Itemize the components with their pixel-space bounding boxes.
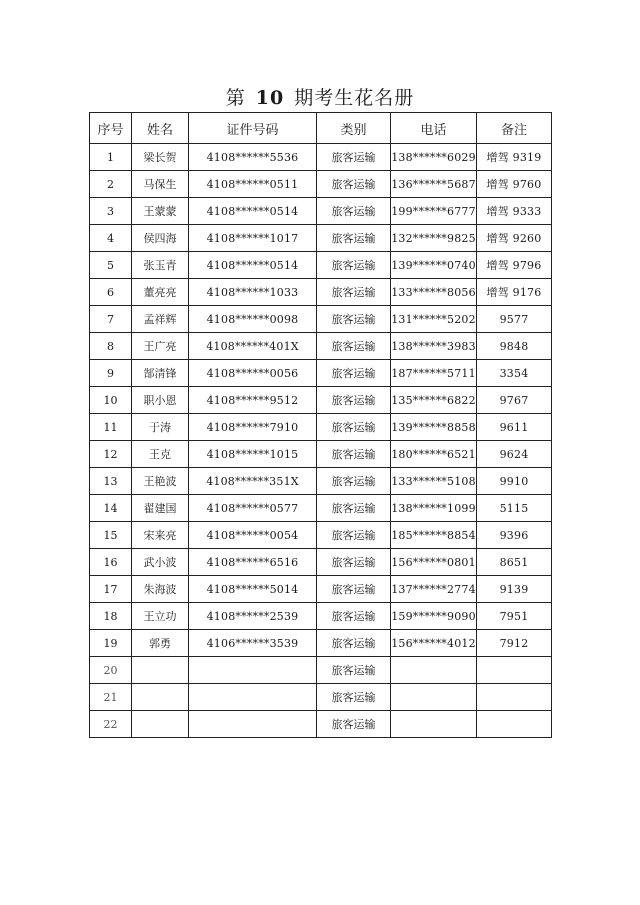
header-phone: 电话: [391, 113, 477, 144]
cell-phone: 138******6029: [391, 144, 477, 171]
cell-name: 于涛: [132, 414, 189, 441]
table-row: [90, 657, 552, 684]
cell-phone: 180******6521: [391, 441, 477, 468]
cell-note: 9910: [477, 468, 552, 495]
cell-note: 9624: [477, 441, 552, 468]
cell-note: 9848: [477, 333, 552, 360]
cell-id-number: 4108******7910: [189, 414, 317, 441]
cell-phone: 132******9825: [391, 225, 477, 252]
cell-phone: 185******8854: [391, 522, 477, 549]
cell-phone: 137******2774: [391, 576, 477, 603]
cell-id-number: 4108******0056: [189, 360, 317, 387]
table-row: [90, 333, 552, 360]
table-row: [90, 576, 552, 603]
cell-index: 19: [90, 630, 132, 657]
cell-id-number: 4108******1015: [189, 441, 317, 468]
cell-index: 5: [90, 252, 132, 279]
cell-index: 22: [90, 711, 132, 738]
cell-index: 6: [90, 279, 132, 306]
cell-id-number: 4108******351X: [189, 468, 317, 495]
table-row: [90, 468, 552, 495]
cell-phone: 199******6777: [391, 198, 477, 225]
header-note: 备注: [477, 113, 552, 144]
cell-category: 旅客运输: [317, 333, 391, 360]
cell-name: 梁长贺: [132, 144, 189, 171]
table-row: [90, 630, 552, 657]
cell-note: 9611: [477, 414, 552, 441]
cell-phone: 156******0801: [391, 549, 477, 576]
cell-category: 旅客运输: [317, 684, 391, 711]
header-index: 序号: [90, 113, 132, 144]
cell-phone: 139******8858: [391, 414, 477, 441]
cell-index: 15: [90, 522, 132, 549]
cell-id-number: 4108******5536: [189, 144, 317, 171]
cell-note: 8651: [477, 549, 552, 576]
cell-index: 2: [90, 171, 132, 198]
cell-phone: 135******6822: [391, 387, 477, 414]
cell-name: 郜清锋: [132, 360, 189, 387]
cell-note: 9396: [477, 522, 552, 549]
header-row: [90, 113, 552, 144]
cell-note: 增驾 9176: [477, 279, 552, 306]
cell-name: 翟建国: [132, 495, 189, 522]
cell-note: 9577: [477, 306, 552, 333]
cell-note: 9139: [477, 576, 552, 603]
table-row: [90, 387, 552, 414]
table-row: [90, 360, 552, 387]
cell-id-number: [189, 711, 317, 738]
cell-name: 马保生: [132, 171, 189, 198]
cell-note: 7951: [477, 603, 552, 630]
cell-name: 王立功: [132, 603, 189, 630]
cell-category: 旅客运输: [317, 711, 391, 738]
cell-category: 旅客运输: [317, 468, 391, 495]
cell-phone: 139******0740: [391, 252, 477, 279]
cell-name: 张玉青: [132, 252, 189, 279]
cell-category: 旅客运输: [317, 657, 391, 684]
cell-category: 旅客运输: [317, 414, 391, 441]
table-row: [90, 711, 552, 738]
cell-phone: 133******5108: [391, 468, 477, 495]
cell-category: 旅客运输: [317, 441, 391, 468]
cell-id-number: [189, 657, 317, 684]
title-number: 10: [255, 87, 285, 109]
cell-note: [477, 711, 552, 738]
cell-phone: [391, 657, 477, 684]
table-row: [90, 414, 552, 441]
cell-phone: 131******5202: [391, 306, 477, 333]
cell-category: 旅客运输: [317, 549, 391, 576]
cell-index: 7: [90, 306, 132, 333]
cell-index: 4: [90, 225, 132, 252]
cell-index: 11: [90, 414, 132, 441]
cell-category: 旅客运输: [317, 522, 391, 549]
cell-index: 20: [90, 657, 132, 684]
cell-category: 旅客运输: [317, 495, 391, 522]
cell-category: 旅客运输: [317, 279, 391, 306]
header-name: 姓名: [132, 113, 189, 144]
cell-id-number: 4108******1017: [189, 225, 317, 252]
page-title: [0, 83, 640, 110]
table-row: [90, 306, 552, 333]
cell-phone: [391, 711, 477, 738]
cell-id-number: 4108******6516: [189, 549, 317, 576]
header-id: 证件号码: [189, 113, 317, 144]
table-row: [90, 225, 552, 252]
cell-note: 5115: [477, 495, 552, 522]
cell-phone: 187******5711: [391, 360, 477, 387]
cell-category: 旅客运输: [317, 171, 391, 198]
cell-index: 13: [90, 468, 132, 495]
cell-id-number: 4108******1033: [189, 279, 317, 306]
cell-index: 1: [90, 144, 132, 171]
cell-category: 旅客运输: [317, 603, 391, 630]
table-row: [90, 441, 552, 468]
cell-phone: 138******3983: [391, 333, 477, 360]
cell-note: 增驾 9760: [477, 171, 552, 198]
cell-id-number: 4108******0514: [189, 252, 317, 279]
cell-id-number: 4108******0577: [189, 495, 317, 522]
cell-name: 孟祥辉: [132, 306, 189, 333]
cell-id-number: 4108******401X: [189, 333, 317, 360]
cell-phone: 136******5687: [391, 171, 477, 198]
cell-name: 王广亮: [132, 333, 189, 360]
cell-phone: [391, 684, 477, 711]
cell-note: 增驾 9796: [477, 252, 552, 279]
title-suffix: 期考生花名册: [294, 87, 415, 109]
cell-index: 17: [90, 576, 132, 603]
cell-category: 旅客运输: [317, 387, 391, 414]
cell-category: 旅客运输: [317, 360, 391, 387]
table-row: [90, 549, 552, 576]
cell-category: 旅客运输: [317, 252, 391, 279]
cell-phone: 159******9090: [391, 603, 477, 630]
cell-id-number: [189, 684, 317, 711]
cell-note: 增驾 9260: [477, 225, 552, 252]
cell-phone: 138******1099: [391, 495, 477, 522]
cell-category: 旅客运输: [317, 306, 391, 333]
header-type: 类别: [317, 113, 391, 144]
cell-name: 宋来亮: [132, 522, 189, 549]
cell-note: 增驾 9333: [477, 198, 552, 225]
cell-id-number: 4108******0511: [189, 171, 317, 198]
cell-phone: 156******4012: [391, 630, 477, 657]
cell-index: 21: [90, 684, 132, 711]
cell-phone: 133******8056: [391, 279, 477, 306]
cell-index: 10: [90, 387, 132, 414]
cell-name: 郭勇: [132, 630, 189, 657]
cell-id-number: 4108******5014: [189, 576, 317, 603]
cell-index: 14: [90, 495, 132, 522]
table-row: [90, 279, 552, 306]
cell-note: 9767: [477, 387, 552, 414]
roster-table: [89, 112, 552, 738]
cell-id-number: 4108******0514: [189, 198, 317, 225]
table-row: [90, 684, 552, 711]
cell-index: 9: [90, 360, 132, 387]
table-row: [90, 252, 552, 279]
title-prefix: 第: [225, 87, 246, 109]
table-row: [90, 522, 552, 549]
cell-index: 3: [90, 198, 132, 225]
cell-id-number: 4108******9512: [189, 387, 317, 414]
cell-note: 3354: [477, 360, 552, 387]
cell-note: [477, 684, 552, 711]
cell-name: [132, 684, 189, 711]
cell-index: 12: [90, 441, 132, 468]
cell-category: 旅客运输: [317, 576, 391, 603]
cell-name: 职小恩: [132, 387, 189, 414]
cell-name: 朱海波: [132, 576, 189, 603]
roster-body: [90, 144, 552, 738]
table-row: [90, 171, 552, 198]
cell-category: 旅客运输: [317, 630, 391, 657]
cell-index: 8: [90, 333, 132, 360]
table-row: [90, 495, 552, 522]
cell-id-number: 4108******2539: [189, 603, 317, 630]
cell-name: 王艳波: [132, 468, 189, 495]
cell-index: 16: [90, 549, 132, 576]
cell-note: 增驾 9319: [477, 144, 552, 171]
table-row: [90, 198, 552, 225]
cell-id-number: 4106******3539: [189, 630, 317, 657]
cell-id-number: 4108******0054: [189, 522, 317, 549]
cell-id-number: 4108******0098: [189, 306, 317, 333]
cell-name: [132, 657, 189, 684]
cell-name: [132, 711, 189, 738]
cell-name: 董亮亮: [132, 279, 189, 306]
cell-category: 旅客运输: [317, 198, 391, 225]
table-row: [90, 603, 552, 630]
table-row: [90, 144, 552, 171]
cell-name: 王克: [132, 441, 189, 468]
cell-category: 旅客运输: [317, 225, 391, 252]
cell-name: 武小波: [132, 549, 189, 576]
cell-note: [477, 657, 552, 684]
cell-name: 侯四海: [132, 225, 189, 252]
cell-name: 王蒙蒙: [132, 198, 189, 225]
cell-category: 旅客运输: [317, 144, 391, 171]
cell-note: 7912: [477, 630, 552, 657]
cell-index: 18: [90, 603, 132, 630]
